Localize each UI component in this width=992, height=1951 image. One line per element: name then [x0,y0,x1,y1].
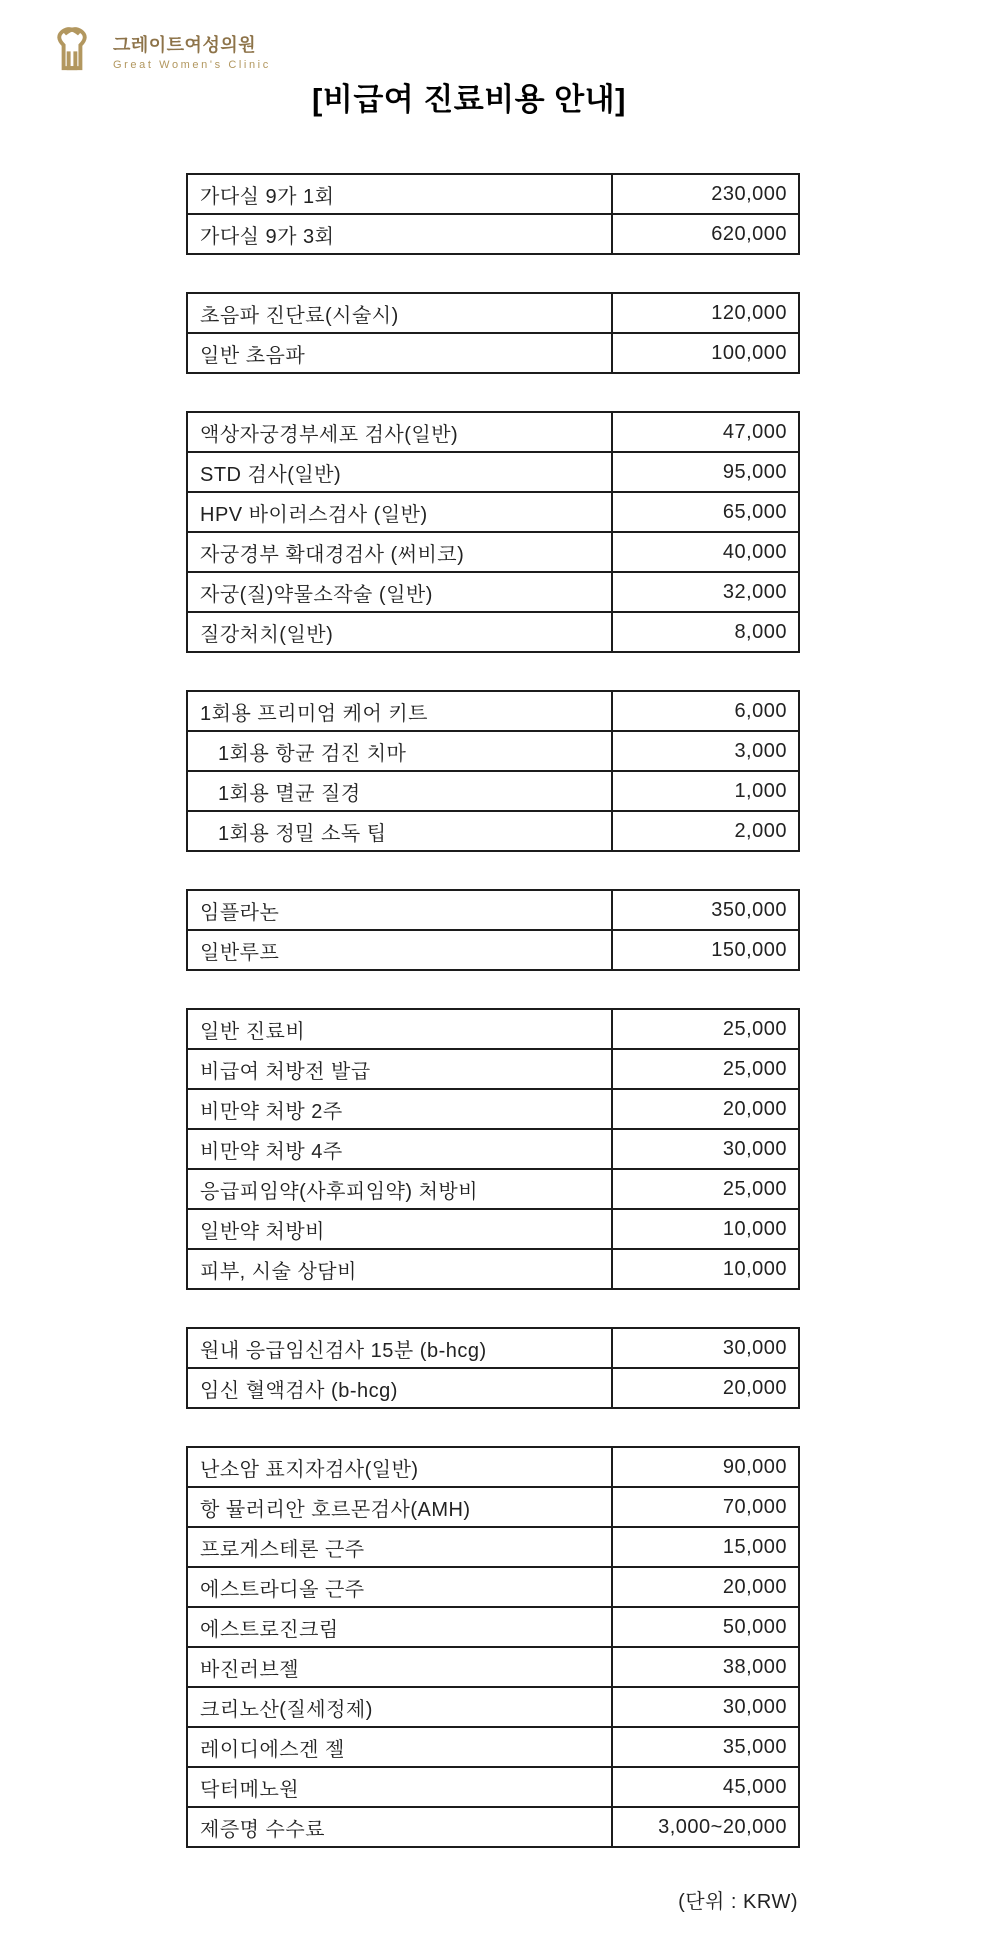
item-label: 가다실 9가 3회 [187,214,612,254]
item-price: 3,000~20,000 [612,1807,799,1847]
item-price: 10,000 [612,1209,799,1249]
item-label: 응급피임약(사후피임약) 처방비 [187,1169,612,1209]
item-price: 65,000 [612,492,799,532]
price-table-6 [186,1008,800,1290]
item-label: HPV 바이러스검사 (일반) [187,492,612,532]
table-row [187,1487,799,1527]
item-label: 피부, 시술 상담비 [187,1249,612,1289]
item-label: 일반약 처방비 [187,1209,612,1249]
item-price: 40,000 [612,532,799,572]
item-price: 150,000 [612,930,799,970]
item-price: 8,000 [612,612,799,652]
item-label: 초음파 진단료(시술시) [187,293,612,333]
item-label: 일반루프 [187,930,612,970]
item-label: 일반 초음파 [187,333,612,373]
item-label: 1회용 정밀 소독 팁 [187,811,612,851]
item-label: 비만약 처방 4주 [187,1129,612,1169]
table-row [187,1129,799,1169]
table-row [187,731,799,771]
price-table-2 [186,292,800,374]
clinic-name-ko: 그레이트여성의원 [113,35,257,56]
item-price: 50,000 [612,1607,799,1647]
item-price: 38,000 [612,1647,799,1687]
item-label: 자궁(질)약물소작술 (일반) [187,572,612,612]
item-label: 비급여 처방전 발급 [187,1049,612,1089]
item-price: 100,000 [612,333,799,373]
item-price: 30,000 [612,1687,799,1727]
item-price: 70,000 [612,1487,799,1527]
item-label: 가다실 9가 1회 [187,174,612,214]
table-row [187,492,799,532]
table-row [187,1567,799,1607]
table-row [187,1607,799,1647]
item-price: 230,000 [612,174,799,214]
item-price: 95,000 [612,452,799,492]
item-label: 닥터메노원 [187,1767,612,1807]
item-price: 32,000 [612,572,799,612]
table-row [187,214,799,254]
item-price: 25,000 [612,1009,799,1049]
clinic-name-en: Great Women's Clinic [113,58,271,71]
item-label: 질강처치(일반) [187,612,612,652]
item-price: 30,000 [612,1328,799,1368]
item-label: 자궁경부 확대경검사 (써비코) [187,532,612,572]
price-table-3 [186,411,800,653]
item-label: 바진러브젤 [187,1647,612,1687]
table-row [187,1368,799,1408]
table-row [187,1249,799,1289]
item-label: 액상자궁경부세포 검사(일반) [187,412,612,452]
item-label: 프로게스테론 근주 [187,1527,612,1567]
table-row [187,333,799,373]
item-label: 1회용 항균 검진 치마 [187,731,612,771]
item-price: 1,000 [612,771,799,811]
table-row [187,691,799,731]
table-row [187,1807,799,1847]
item-label: 임신 혈액검사 (b-hcg) [187,1368,612,1408]
item-price: 47,000 [612,412,799,452]
item-price: 20,000 [612,1567,799,1607]
item-label: 1회용 프리미엄 케어 키트 [187,691,612,731]
table-row [187,532,799,572]
price-table-1 [186,173,800,255]
item-price: 20,000 [612,1368,799,1408]
price-table-8 [186,1446,800,1848]
table-row [187,572,799,612]
item-label: 일반 진료비 [187,1009,612,1049]
item-price: 25,000 [612,1049,799,1089]
price-tables [186,140,798,1848]
clinic-name-block [113,35,271,71]
page-title: [비급여 진료비용 안내] [312,82,626,117]
currency-unit-note: (단위 : KRW) [678,1891,798,1913]
item-price: 25,000 [612,1169,799,1209]
item-label: STD 검사(일반) [187,452,612,492]
table-row [187,412,799,452]
item-label: 에스트로진크림 [187,1607,612,1647]
table-row [187,811,799,851]
item-label: 1회용 멸균 질경 [187,771,612,811]
item-price: 45,000 [612,1767,799,1807]
table-row [187,771,799,811]
item-label: 비만약 처방 2주 [187,1089,612,1129]
item-price: 6,000 [612,691,799,731]
item-price: 3,000 [612,731,799,771]
table-row [187,452,799,492]
table-row [187,890,799,930]
table-row [187,1328,799,1368]
item-price: 35,000 [612,1727,799,1767]
item-price: 620,000 [612,214,799,254]
item-label: 레이디에스겐 젤 [187,1727,612,1767]
item-price: 350,000 [612,890,799,930]
table-row [187,1209,799,1249]
table-row [187,293,799,333]
item-label: 임플라논 [187,890,612,930]
table-row [187,174,799,214]
item-price: 10,000 [612,1249,799,1289]
table-row [187,930,799,970]
table-row [187,612,799,652]
item-label: 에스트라디올 근주 [187,1567,612,1607]
table-row [187,1447,799,1487]
table-row [187,1089,799,1129]
table-row [187,1527,799,1567]
table-row [187,1169,799,1209]
item-label: 제증명 수수료 [187,1807,612,1847]
table-row [187,1727,799,1767]
item-price: 2,000 [612,811,799,851]
item-label: 항 뮬러리안 호르몬검사(AMH) [187,1487,612,1527]
price-table-7 [186,1327,800,1409]
item-price: 20,000 [612,1089,799,1129]
price-table-5 [186,889,800,971]
item-price: 30,000 [612,1129,799,1169]
item-price: 90,000 [612,1447,799,1487]
table-row [187,1767,799,1807]
price-table-4 [186,690,800,852]
table-row [187,1049,799,1089]
item-price: 120,000 [612,293,799,333]
item-price: 15,000 [612,1527,799,1567]
item-label: 난소암 표지자검사(일반) [187,1447,612,1487]
item-label: 원내 응급임신검사 15분 (b-hcg) [187,1328,612,1368]
table-row [187,1647,799,1687]
item-label: 크리노산(질세정제) [187,1687,612,1727]
table-row [187,1009,799,1049]
table-row [187,1687,799,1727]
page-header [0,0,992,140]
